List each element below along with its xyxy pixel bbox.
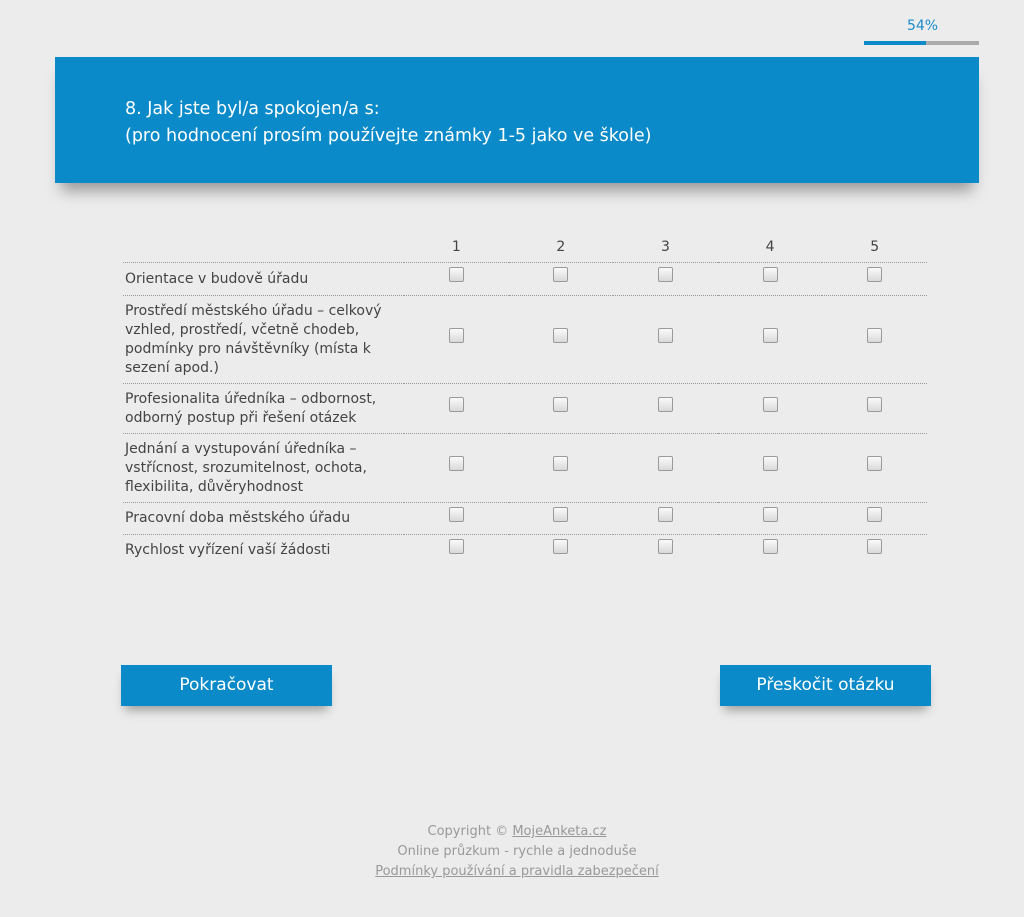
rating-checkbox[interactable] [658, 328, 673, 343]
matrix-row [123, 296, 927, 384]
copyright-text: Copyright © [427, 824, 509, 839]
row-label: Orientace v budově úřadu [123, 263, 404, 296]
site-link[interactable]: MojeAnketa.cz [512, 824, 607, 839]
rating-checkbox[interactable] [449, 507, 464, 522]
rating-checkbox[interactable] [553, 397, 568, 412]
continue-button[interactable]: Pokračovat [121, 665, 332, 706]
matrix-row [123, 434, 927, 503]
column-header: 5 [822, 224, 927, 263]
column-header: 3 [613, 224, 718, 263]
rating-matrix [123, 224, 927, 567]
rating-checkbox[interactable] [867, 328, 882, 343]
rating-checkbox[interactable] [763, 539, 778, 554]
question-subtitle: (pro hodnocení prosím používejte známky 1-5 jako ve škole) [125, 126, 652, 146]
progress-indicator [864, 18, 979, 45]
rating-checkbox[interactable] [553, 456, 568, 471]
column-header: 4 [718, 224, 823, 263]
progress-track [864, 41, 979, 45]
matrix-corner [123, 224, 404, 263]
matrix-row [123, 503, 927, 535]
rating-checkbox[interactable] [867, 507, 882, 522]
row-label: Prostředí městského úřadu – celkový vzhled, prostředí, včetně chodeb, podmínky pro návštěvníky (místa k sezení apod.) [123, 296, 404, 384]
rating-checkbox[interactable] [449, 267, 464, 282]
rating-checkbox[interactable] [867, 539, 882, 554]
rating-checkbox[interactable] [763, 267, 778, 282]
rating-checkbox[interactable] [867, 397, 882, 412]
footer-copyright [0, 822, 1024, 842]
rating-checkbox[interactable] [763, 507, 778, 522]
row-label: Jednání a vystupování úředníka – vstřícnost, srozumitelnost, ochota, flexibilita, důvěryhodnost [123, 434, 404, 503]
matrix-row [123, 535, 927, 567]
row-label: Pracovní doba městského úřadu [123, 503, 404, 535]
rating-checkbox[interactable] [449, 397, 464, 412]
column-header: 2 [509, 224, 614, 263]
terms-link[interactable]: Podmínky používání a pravidla zabezpečení [375, 864, 659, 879]
rating-checkbox[interactable] [658, 397, 673, 412]
rating-checkbox[interactable] [553, 507, 568, 522]
rating-checkbox[interactable] [553, 539, 568, 554]
rating-checkbox[interactable] [658, 267, 673, 282]
question-title: 8. Jak jste byl/a spokojen/a s: [125, 99, 380, 119]
rating-checkbox[interactable] [658, 456, 673, 471]
skip-question-button[interactable]: Přeskočit otázku [720, 665, 931, 706]
rating-checkbox[interactable] [658, 539, 673, 554]
rating-checkbox[interactable] [658, 507, 673, 522]
footer [0, 822, 1024, 882]
question-header [55, 57, 979, 183]
matrix-header-row [123, 224, 927, 263]
rating-checkbox[interactable] [763, 397, 778, 412]
rating-checkbox[interactable] [553, 267, 568, 282]
rating-checkbox[interactable] [867, 267, 882, 282]
rating-checkbox[interactable] [449, 456, 464, 471]
rating-checkbox[interactable] [553, 328, 568, 343]
row-label: Rychlost vyřízení vaší žádosti [125, 542, 331, 559]
matrix-row [123, 263, 927, 296]
rating-checkbox[interactable] [763, 328, 778, 343]
row-label: Profesionalita úředníka – odbornost, odborný postup při řešení otázek [123, 384, 404, 434]
rating-checkbox[interactable] [867, 456, 882, 471]
footer-tagline: Online průzkum - rychle a jednoduše [397, 844, 637, 859]
column-header: 1 [404, 224, 509, 263]
progress-fill [864, 41, 926, 45]
rating-checkbox[interactable] [763, 456, 778, 471]
rating-checkbox[interactable] [449, 539, 464, 554]
rating-checkbox[interactable] [449, 328, 464, 343]
progress-label: 54% [906, 18, 939, 34]
matrix-row [123, 384, 927, 434]
